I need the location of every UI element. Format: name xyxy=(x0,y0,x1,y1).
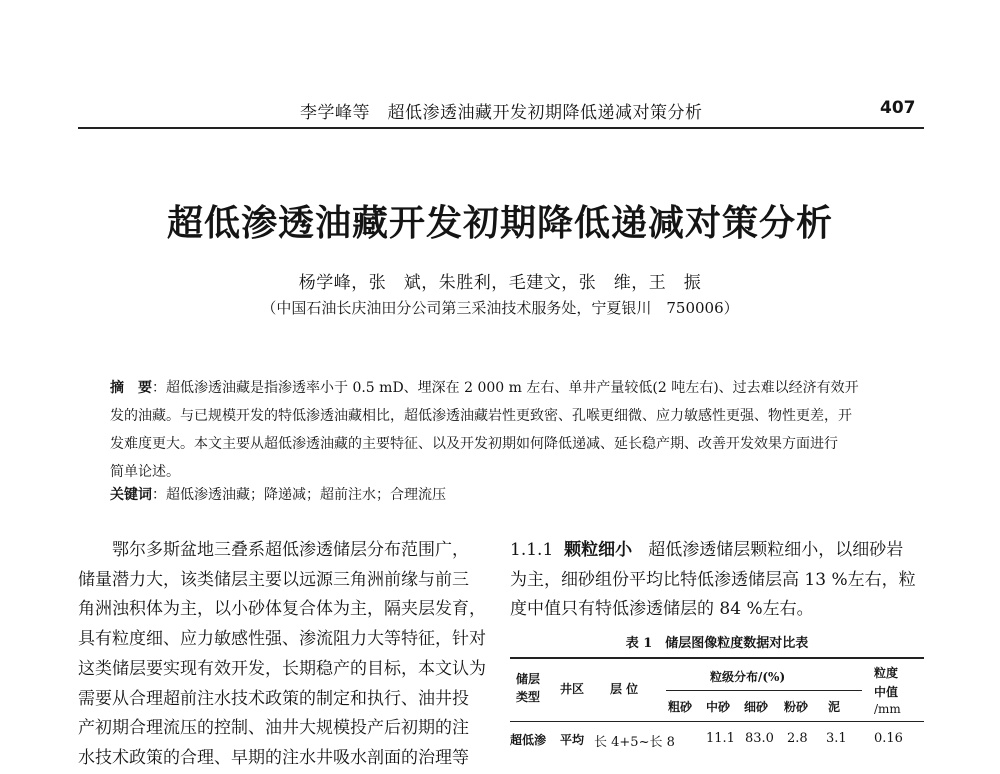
header-median-3: /mm xyxy=(874,702,901,716)
cell-medium: 11.1 xyxy=(706,731,735,746)
table-caption: 表 1 储层图像粒度数据对比表 xyxy=(625,636,809,651)
abstract-line: 简单论述。 xyxy=(110,464,180,480)
running-title: 李学峰等 超低渗透油藏开发初期降低递减对策分析 xyxy=(300,103,703,123)
table-header-rule xyxy=(510,721,924,722)
keywords-text: ：超低渗透油藏；降递减；超前注水；合理流压 xyxy=(152,487,446,503)
cell-silt: 2.8 xyxy=(787,731,808,746)
header-median-1: 粒度 xyxy=(874,666,899,680)
paragraph-line: 产初期合理流压的控制、油井大规模投产后初期的注 xyxy=(78,718,469,739)
paragraph-line: 为主，细砂组份平均比特低渗透储层高 13 %左右，粒 xyxy=(510,569,916,590)
cell-type: 超低渗 xyxy=(510,733,547,747)
abstract-label: 摘 要 xyxy=(110,380,152,396)
abstract-line xyxy=(110,374,900,402)
header-mud: 泥 xyxy=(828,700,841,714)
author-list: 杨学峰，张 斌，朱胜利，毛建文，张 维，王 振 xyxy=(298,273,702,293)
body-column-left xyxy=(78,536,500,774)
cell-block: 平均 xyxy=(560,733,585,747)
cell-median: 0.16 xyxy=(874,731,903,746)
running-header xyxy=(0,98,1000,122)
abstract-line: 发的油藏。与已规模开发的特低渗透油藏相比，超低渗透油藏岩性更致密、孔喉更细微、应力敏感性更强、物性更差，开 xyxy=(110,408,852,424)
paragraph-line: 度中值只有特低渗透储层的 84 %左右。 xyxy=(510,599,814,620)
paragraph-line: 角洲浊积体为主，以小砂体复合体为主，隔夹层发育， xyxy=(78,599,486,620)
header-rule xyxy=(78,127,924,129)
header-coarse: 粗砂 xyxy=(668,700,693,714)
abstract xyxy=(110,374,900,486)
table-subhead-rule xyxy=(666,690,862,691)
body-column-right xyxy=(510,536,924,625)
paragraph-line: 水技术政策的合理、早期的注水井吸水剖面的治理等 xyxy=(78,747,469,768)
header-reservoir-type-1: 储层 xyxy=(516,672,541,686)
cell-mud: 3.1 xyxy=(826,731,847,746)
page-number: 407 xyxy=(880,98,916,118)
section-number: 1.1.1 xyxy=(510,540,554,560)
header-median-2: 中值 xyxy=(874,685,899,699)
header-distribution: 粒级分布/(%) xyxy=(710,670,786,684)
abstract-text: ：超低渗透油藏是指渗透率小于 0.5 mD、埋深在 2 000 m 左右、单井产量较低(2 吨左右)、过去难以经济有效开 xyxy=(152,380,859,396)
affiliation: （中国石油长庆油田分公司第三采油技术服务处，宁夏银川 750006） xyxy=(261,299,739,317)
header-medium: 中砂 xyxy=(706,700,731,714)
paragraph-line: 储量潜力大，该类储层主要以远源三角洲前缘与前三 xyxy=(78,569,469,590)
paragraph-line: 这类储层要实现有效开发，长期稳产的目标，本文认为 xyxy=(78,658,486,679)
header-reservoir-type-2: 类型 xyxy=(516,690,541,704)
header-silt: 粉砂 xyxy=(784,700,809,714)
paragraph-line xyxy=(510,536,924,566)
header-fine: 细砂 xyxy=(744,700,769,714)
abstract-line: 发难度更大。本文主要从超低渗透油藏的主要特征、以及开发初期如何降低递减、延长稳产期、改善开发效果方面进行 xyxy=(110,436,838,452)
table-top-rule xyxy=(510,657,924,659)
section-title: 颗粒细小 xyxy=(564,540,633,560)
keywords-label: 关键词 xyxy=(110,487,152,503)
paragraph-line: 需要从合理超前注水技术政策的制定和执行、油井投 xyxy=(78,688,469,709)
header-layer: 层 位 xyxy=(610,682,639,696)
paragraph-line: 具有粒度细、应力敏感性强、渗流阻力大等特征，针对 xyxy=(78,629,486,650)
cell-layer: 长 4+5~长 8 xyxy=(594,735,675,750)
keywords xyxy=(110,484,900,504)
article-title: 超低渗透油藏开发初期降低递减对策分析 xyxy=(166,202,833,244)
paragraph-text: 超低渗透储层颗粒细小，以细砂岩 xyxy=(648,540,904,560)
paragraph-line: 鄂尔多斯盆地三叠系超低渗透储层分布范围广， xyxy=(78,540,469,560)
cell-fine: 83.0 xyxy=(745,731,774,746)
header-block: 井区 xyxy=(560,682,585,696)
